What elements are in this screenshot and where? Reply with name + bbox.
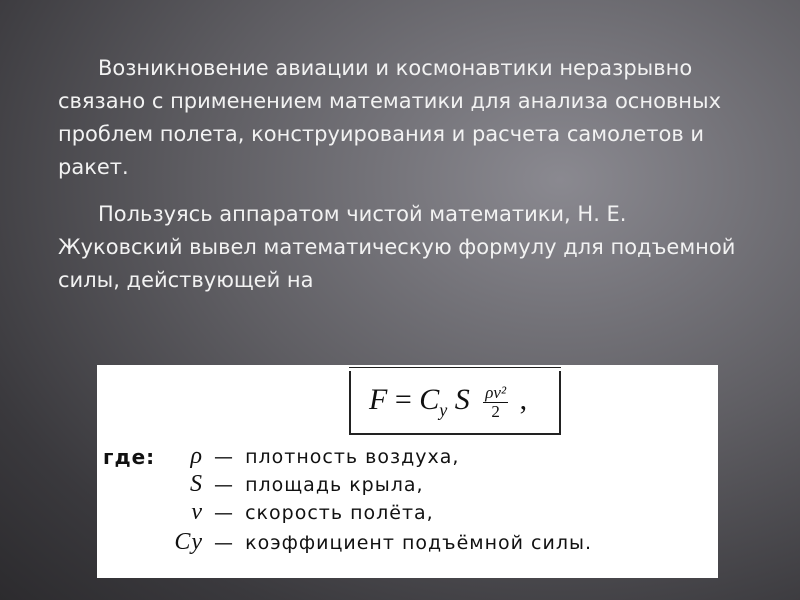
paragraph-2: Пользуясь аппаратом чистой математики, Н. Е. Жуковский вывел математическую формулу для подъемной силы, действующей на [58,202,736,292]
formula-coef: C [419,383,440,416]
formula-box [349,371,561,435]
formula-denominator: 2 [491,401,500,421]
legend-text: площадь крыла, [245,474,424,496]
legend-dash: — [214,532,235,554]
paragraph-1: Возникновение авиации и космонавтики неразрывно связано с применением математики для анализа основных проблем полета, конструирования и расчета самолетов и ракет. [58,56,722,179]
legend-where: где: [103,445,156,469]
legend-symbol: v [191,499,203,525]
formula-coef-sub: y [439,400,448,420]
slide-text [58,52,748,297]
legend-dash: — [214,474,235,496]
legend-item [163,529,592,557]
legend-item [163,471,424,499]
legend-symbol: S [190,471,203,497]
legend-item [163,443,459,471]
lift-formula [369,383,527,421]
formula-comma: , [519,383,528,416]
legend-dash: — [214,502,235,524]
formula-numerator: ρv² [485,382,507,402]
legend-symbol: ρ [190,443,203,469]
legend-text: плотность воздуха, [245,446,460,468]
legend-text: коэффициент подъёмной силы. [245,532,593,554]
formula-lhs: F [369,383,388,416]
formula-image [97,365,718,578]
legend-dash: — [214,446,235,468]
formula-fraction [483,384,508,421]
legend-item [163,499,434,527]
legend-text: скорость полёта, [245,502,434,524]
legend-symbol: Cy [174,529,203,555]
formula-equals: = [394,383,412,416]
formula-area: S [454,383,470,416]
